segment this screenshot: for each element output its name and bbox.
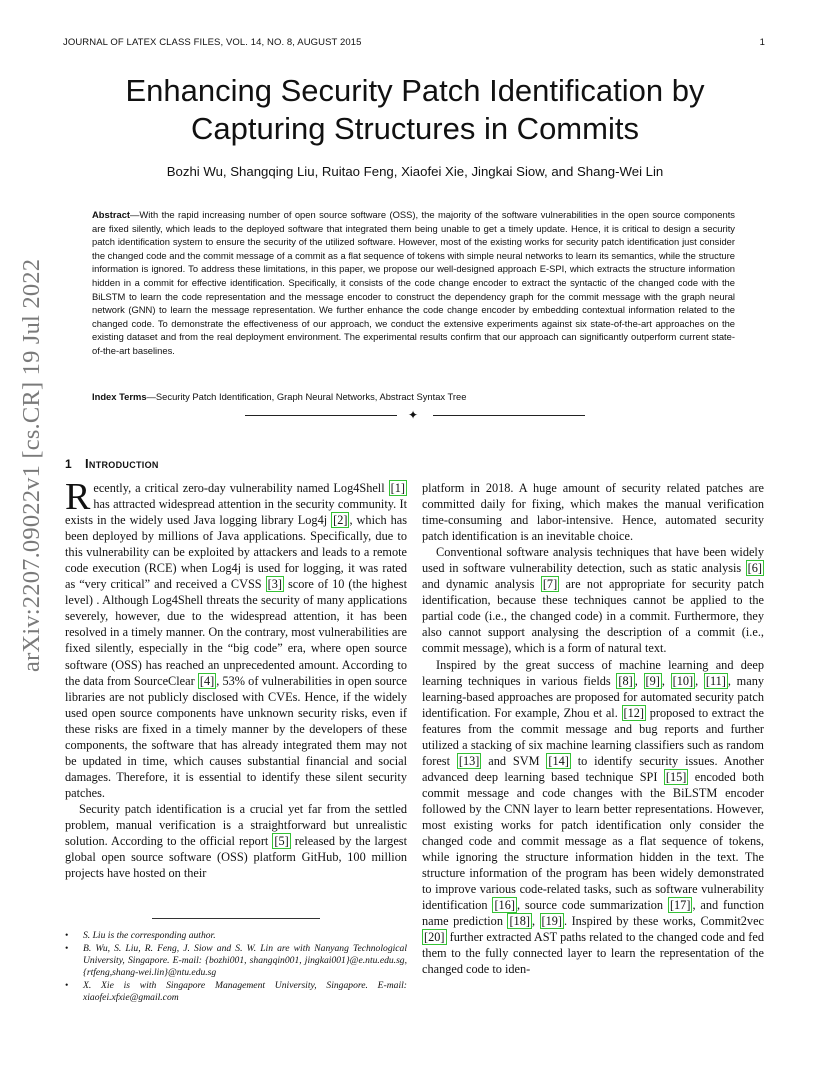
citation-link[interactable]: [5] — [274, 834, 289, 849]
citation-link[interactable]: [1] — [390, 481, 405, 495]
left-column — [65, 476, 408, 881]
section-heading — [65, 456, 159, 471]
diamond-icon: ✦ — [408, 408, 419, 422]
title-line-2: Capturing Structures in Commits — [191, 111, 639, 146]
separator-line-left — [245, 415, 397, 416]
intro-paragraph-2: Security patch identification is a crucial yet far from the settled problem, manual verification is a straightforward but unrealistic solution. According to the official report [5] released by the largest global open source software (OSS) platform GitHub, 100 million projects have hosted on their — [65, 801, 407, 881]
section-title: Introduction — [84, 456, 159, 471]
footnote-item: • X. Xie is with Singapore Management University, Singapore. E-mail: xiaofei.xfxie@gmail.com — [65, 980, 407, 1003]
paper-title — [80, 72, 750, 148]
bullet-icon: • — [65, 980, 69, 991]
index-terms-text: —Security Patch Identification, Graph Neural Networks, Abstract Syntax Tree — [146, 391, 467, 402]
citation-link[interactable]: [4] — [199, 673, 215, 688]
citation-link[interactable]: [3] — [267, 577, 282, 592]
footnote-item: • S. Liu is the corresponding author. — [65, 930, 216, 941]
citation-link[interactable]: [11] — [705, 673, 726, 688]
index-terms-label: Index Terms — [92, 391, 147, 402]
citation-link[interactable]: [18] — [509, 914, 530, 929]
citation-link[interactable]: [20] — [424, 930, 445, 945]
section-number: 1 — [65, 457, 72, 471]
abstract-text: —With the rapid increasing number of open source software (OSS), the majority of the software vulnerabilities in the open source components are fixed silently, which leads to the deployed software that integrated them being unable to get a timely update. Hence, it is critical to design a security patch identification system to ensure the security of the utilized software. However, most of the existing works for security patch identification just consider the changed code and the commit message of a commit as a flat sequence of tokens with simple neural networks to learn its semantics, while the structure information is ignored. To address these limitations, in this paper, we propose our well-designed approach E-SPI, which extracts the structure information hidden in a commit for effective identification. Specifically, it consists of the code change encoder to extract the syntactic of the changed code with the BiLSTM to learn the code representation and the message encoder to construct the dependency graph for the commit message with the graph neural network (GNN) to learn the message representation. We further enhance the code change encoder by embedding contextual information related to the changed code. To demonstrate the effectiveness of our approach, we conduct the extensive experiments against six state-of-the-art approaches on the existing dataset and from the real deployment environment. The experimental results confirm that our approach can significantly outperform current state-of-the-art baselines. — [92, 209, 735, 356]
citation-link[interactable]: [2] — [333, 513, 348, 528]
citation-link[interactable]: [7] — [542, 577, 558, 592]
journal-name: JOURNAL OF LATEX CLASS FILES, VOL. 14, NO. 8, AUGUST 2015 — [63, 37, 362, 48]
right-column — [422, 480, 764, 977]
citation-link[interactable]: [17] — [669, 898, 691, 913]
citation-link[interactable]: [19] — [541, 914, 563, 929]
citation-link[interactable]: [12] — [623, 705, 645, 720]
bullet-icon: • — [65, 930, 69, 941]
separator-line-right — [433, 415, 585, 416]
citation-link[interactable]: [9] — [645, 673, 660, 688]
arxiv-stamp: arXiv:2207.09022v1 [cs.CR] 19 Jul 2022 — [18, 258, 45, 672]
citation-link[interactable]: [10] — [672, 673, 694, 688]
page-number: 1 — [759, 37, 765, 48]
section-separator — [245, 408, 585, 422]
title-line-1: Enhancing Security Patch Identification by — [125, 73, 705, 108]
footnotes — [65, 930, 407, 1005]
citation-link[interactable]: [6] — [747, 561, 762, 576]
footnote-rule — [152, 918, 320, 919]
intro-paragraph-3: platform in 2018. A huge amount of security related patches are committed daily for fixing, which makes the manual verification time-consuming and labor-intensive. Hence, automated security patch identification is an inevitable choice. — [422, 481, 764, 544]
drop-cap: R — [65, 476, 91, 518]
index-terms — [92, 391, 735, 402]
citation-link[interactable]: [14] — [548, 753, 569, 768]
author-list: Bozhi Wu, Shangqing Liu, Ruitao Feng, Xiaofei Xie, Jingkai Siow, and Shang-Wei Lin — [166, 164, 664, 179]
citation-link[interactable]: [8] — [618, 673, 633, 688]
citation-link[interactable]: [15] — [665, 769, 687, 784]
intro-paragraph-1: Recently, a critical zero-day vulnerability named Log4Shell [1] has attracted widespread attention in the security community. It exists in the widely used Java logging library Log4j [2] , which has been deployed by millions of Java applications. Specifically, due to this vulnerability can be exploited by attackers and leads to a remote code execution (RCE) when Log4j is used for logging, it was rated as “very critical” and received a CVSS [3] score of 10 (the highest level) . Although Log4Shell threats the security of many applications severely, however, due to the widespread attention, it has been resolved in a timely manner. On the contrary, most vulnerabilities are fixed silently, especially in the “big code” era, where open source software (OSS) has reached an unprecedented amount. According to the data from SourceClear [4] , 53% of vulnerabilities in open source libraries are not publicly disclosed with CVEs. Hence, if the widely used open source components have unknown security risks, even if these risks are fixed in a timely manner by the developers of these components, the software that has already integrated them may not be updated in time, which causes substantial financial and social damages. Therefore, it is essential to identify these silent security patches. — [65, 476, 408, 800]
footnote-item: • B. Wu, S. Liu, R. Feng, J. Siow and S. W. Lin are with Nanyang Technological University, Singapore. E-mail: {bozhi001, shangqin001, jingkai001}@e.ntu.edu.sg, {rtfeng,shang-wei.lin}@ntu.edu.sg — [65, 943, 407, 978]
bullet-icon: • — [65, 943, 69, 954]
running-header — [63, 37, 765, 48]
citation-link[interactable]: [13] — [458, 753, 480, 768]
intro-paragraph-5: Inspired by the great success of machine learning and deep learning techniques in various fields [8] , [9] , [10] , [11] , many learning-based approaches are proposed for automated security patch identification. For example, Zhou et al. [12] proposed to extract the features from the commit message and bug reports and further utilized a stacking of six machine learning classifiers such as random forest [13] and SVM [14] to identify security issues. Another advanced deep learning based technique SPI [15] encoded both commit message and code changes with the BiLSTM encoder followed by the CNN layer to learn better representations. However, most existing works for patch identification only consider the changed code and commit message as a flat sequence of tokens, while ignoring the structure information hidden in the text. The structure information of the program has been widely demonstrated to improve various code-related tasks, such as software vulnerability identification [16] , source code summarization [17] , and function name prediction [18] , [19] . Inspired by these works, Commit2vec [20] further extracted AST paths related to the changed code and fed them to the fully connected layer to learn the representation of the changed code to iden- — [422, 657, 765, 977]
abstract — [92, 208, 735, 358]
abstract-label: Abstract — [92, 209, 131, 220]
intro-paragraph-4: Conventional software analysis techniques that have been widely used in software vulnerability detection, such as static analysis [6] and dynamic analysis [7] are not appropriate for security patch identification, because these techniques cannot be applied to the partial code (i.e., the changed code) in a commit. Furthermore, they also cannot support analysing the description of a commit (i.e., commit message), which is a form of natural text. — [422, 545, 764, 656]
citation-link[interactable]: [16] — [494, 898, 515, 913]
